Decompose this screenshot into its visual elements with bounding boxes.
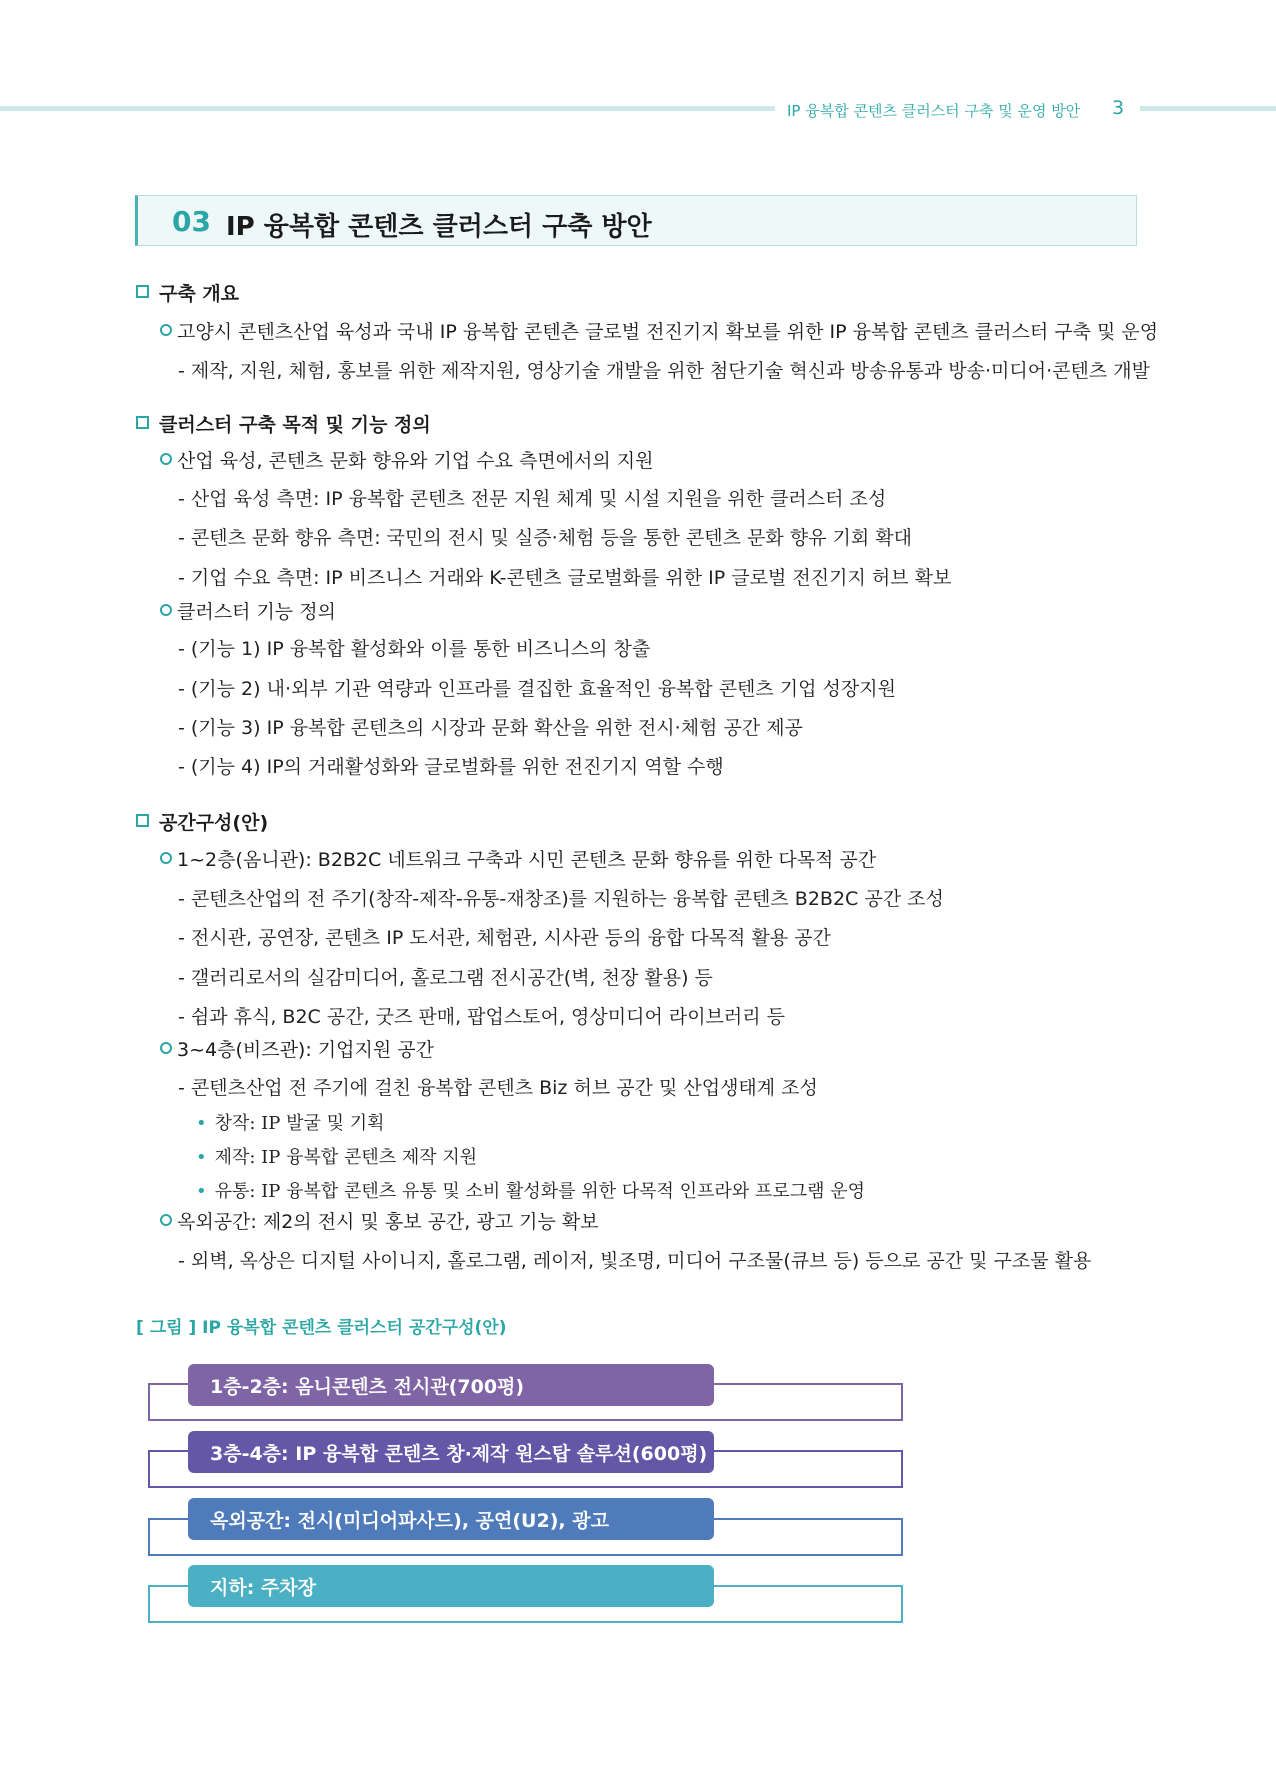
- space-sub-3: - 외벽, 옥상은 디지털 사이니지, 홀로그램, 레이저, 빛조명, 미디어 구조물(큐브 등) 등으로 공간 및 구조물 활용: [178, 1250, 1092, 1272]
- circle-bullet-icon: [160, 453, 172, 465]
- space-point-1: 1~2층(옴니관): B2B2C 네트워크 구축과 시민 콘텐츠 문화 향유를 위한 다목적 공간: [160, 845, 876, 872]
- purpose-sub-item: - 기업 수요 측면: IP 비즈니스 거래와 K-콘텐츠 글로벌화를 위한 IP 글로벌 전진기지 허브 확보: [178, 567, 952, 589]
- circle-bullet-icon: [160, 1214, 172, 1226]
- bullet-item: • 창작: IP 발굴 및 기획: [196, 1113, 385, 1134]
- header-rule-right: [1140, 106, 1276, 111]
- page-number: 3: [1112, 97, 1125, 119]
- space-sub-item: - 쉼과 휴식, B2C 공간, 굿즈 판매, 팝업스토어, 영상미디어 라이브러리 등: [178, 1006, 786, 1028]
- heading-purpose: 클러스터 구축 목적 및 기능 정의: [136, 410, 431, 437]
- circle-bullet-icon: [160, 604, 172, 616]
- bullet-item: • 제작: IP 융복합 콘텐츠 제작 지원: [196, 1147, 478, 1168]
- square-bullet-icon: [136, 416, 149, 429]
- square-bullet-icon: [136, 814, 149, 827]
- space-point-2: 3~4층(비즈관): 기업지원 공간: [160, 1035, 434, 1062]
- header-rule-left: [0, 106, 775, 111]
- overview-point: 고양시 콘텐츠산업 육성과 국내 IP 융복합 콘텐츤 글로벌 전진기지 확보를 위한 IP 융복합 콘텐츠 클러스터 구축 및 운영: [160, 317, 1158, 344]
- space-sub-item: - 콘텐츠산업의 전 주기(창작-제작-유통-재창조)를 지원하는 융복합 콘텐츠 B2B2C 공간 조성: [178, 888, 944, 910]
- level-bar-3-4: 3층-4층: IP 융복합 콘텐츠 창·제작 원스탑 솔루션(600평): [188, 1431, 714, 1473]
- function-item: - (기능 3) IP 융복합 콘텐츠의 시장과 문화 확산을 위한 전시·체험 공간 제공: [178, 717, 803, 739]
- circle-bullet-icon: [160, 1042, 172, 1054]
- space-sub-item: - 갤러리로서의 실감미디어, 홀로그램 전시공간(벽, 천장 활용) 등: [178, 967, 713, 989]
- space-point-3: 옥외공간: 제2의 전시 및 홍보 공간, 광고 기능 확보: [160, 1207, 599, 1234]
- section-title-box: [135, 195, 1137, 246]
- dot-bullet-icon: •: [196, 1147, 207, 1168]
- purpose-point-2: 클러스터 기능 정의: [160, 597, 336, 624]
- circle-bullet-icon: [160, 852, 172, 864]
- level-bar-outdoor: 옥외공간: 전시(미디어파사드), 공연(U2), 광고: [188, 1498, 714, 1540]
- heading-space: 공간구성(안): [136, 808, 268, 835]
- bullet-item: • 유통: IP 융복합 콘텐츠 유통 및 소비 활성화를 위한 다목적 인프라와 프로그램 운영: [196, 1181, 865, 1202]
- purpose-sub-item: - 산업 육성 측면: IP 융복합 콘텐츠 전문 지원 체계 및 시설 지원을 위한 클러스터 조성: [178, 488, 887, 510]
- figure-caption: [ 그림 ] IP 융복합 콘텐츠 클러스터 공간구성(안): [136, 1318, 507, 1338]
- level-bar-1-2: 1층-2층: 옴니콘텐츠 전시관(700평): [188, 1364, 714, 1406]
- function-item: - (기능 1) IP 융복합 활성화와 이를 통한 비즈니스의 창출: [178, 638, 651, 660]
- running-title: IP 융복합 콘텐츠 클러스터 구축 및 운영 방안: [787, 102, 1081, 120]
- function-item: - (기능 2) 내·외부 기관 역량과 인프라를 결집한 효율적인 융복합 콘텐츠 기업 성장지원: [178, 678, 896, 700]
- square-bullet-icon: [136, 285, 149, 298]
- circle-bullet-icon: [160, 324, 172, 336]
- dot-bullet-icon: •: [196, 1181, 207, 1202]
- purpose-point-1: 산업 육성, 콘텐츠 문화 향유와 기업 수요 측면에서의 지원: [160, 446, 654, 473]
- dot-bullet-icon: •: [196, 1113, 207, 1134]
- space-sub-2: - 콘텐츠산업 전 주기에 걸친 융복합 콘텐츠 Biz 허브 공간 및 산업생태계 조성: [178, 1077, 818, 1099]
- section-title: IP 융복합 콘텐츠 클러스터 구축 방안: [226, 212, 652, 242]
- function-item: - (기능 4) IP의 거래활성화와 글로벌화를 위한 전진기지 역할 수행: [178, 756, 724, 778]
- purpose-sub-item: - 콘텐츠 문화 향유 측면: 국민의 전시 및 실증·체험 등을 통한 콘텐츠 문화 향유 기회 확대: [178, 527, 912, 549]
- space-sub-item: - 전시관, 공연장, 콘텐츠 IP 도서관, 체험관, 시사관 등의 융합 다목적 활용 공간: [178, 927, 831, 949]
- section-number: 03: [172, 205, 211, 238]
- heading-overview: 구축 개요: [136, 279, 239, 306]
- level-bar-basement: 지하: 주차장: [188, 1565, 714, 1607]
- overview-sub: - 제작, 지원, 체험, 홍보를 위한 제작지원, 영상기술 개발을 위한 첨단기술 혁신과 방송유통과 방송·미디어·콘텐츠 개발: [178, 360, 1150, 382]
